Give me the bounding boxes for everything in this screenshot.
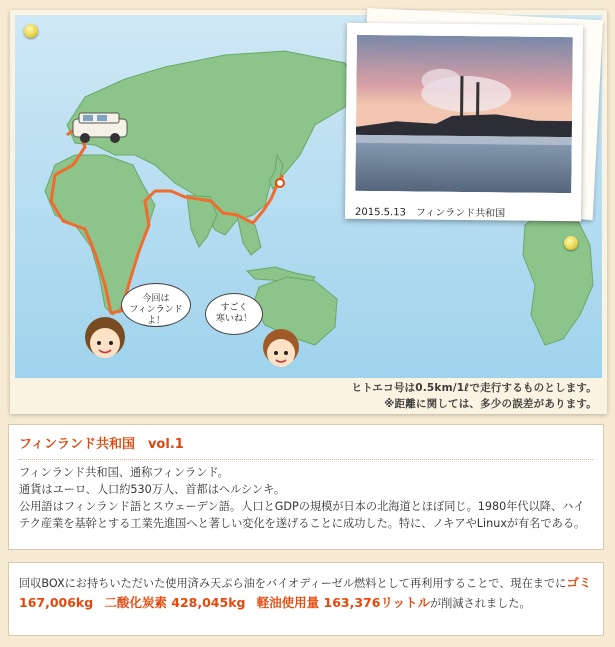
bubble-left-line2: フィンランドよ！: [129, 305, 183, 326]
pushpin-icon: [24, 24, 38, 38]
reduction-text: [19, 573, 593, 613]
finland-landscape-image: [355, 35, 573, 193]
bubble-left-line1: 今回は: [142, 294, 170, 304]
boy-character-icon: [263, 329, 299, 367]
photo-caption: 2015.5.13 フィンランド共和国: [354, 206, 506, 220]
map-note-line1: ヒトエコ号は0.5km/1ℓで走行するものとします。: [351, 382, 597, 394]
bubble-right-line2: 寒いね！: [215, 314, 252, 324]
country-title: フィンランド共和国 vol.1: [19, 437, 184, 452]
map-note-line2: ※距離に関しては、多少の誤差があります。: [384, 398, 597, 410]
reduction-prefix: 回収BOXにお持ちいただいた使用済み天ぷら油をバイオディーゼル燃料として再利用することで、現在までに: [19, 577, 567, 590]
country-info-box: [8, 424, 604, 550]
speech-bubble-right: [205, 293, 263, 335]
garbage-reduction-value: ゴミ 167,006kg: [19, 575, 592, 610]
reduction-suffix: が削減されました。: [429, 597, 531, 610]
reduction-info-box: [8, 562, 604, 636]
bubble-right-line1: すごく: [220, 303, 248, 313]
country-line-3: 公用語はフィンランド語とスウェーデン語。人口とGDPの規模が日本の北海道とほぼ同じ。1980年代以降、ハイテク産業を基幹とする工業先進国へと著しい変化を遂げることに成功した。特に、ノキアやLinuxが有名である。: [19, 500, 586, 530]
girl-character-icon: [85, 317, 125, 358]
co2-reduction-value: 二酸化炭素 428,045kg: [104, 595, 246, 610]
finland-photo: [345, 23, 583, 221]
diesel-reduction-value: 軽油使用量 163,376リットル: [256, 595, 430, 610]
country-line-1: フィンランド共和国、通称フィンランド。: [19, 466, 229, 479]
pushpin-icon: [564, 236, 578, 250]
speech-bubble-left: [121, 283, 191, 327]
title-divider: [19, 459, 593, 460]
country-line-2: 通貨はユーロ、人口約530万人、首都はヘルシンキ。: [19, 483, 286, 496]
